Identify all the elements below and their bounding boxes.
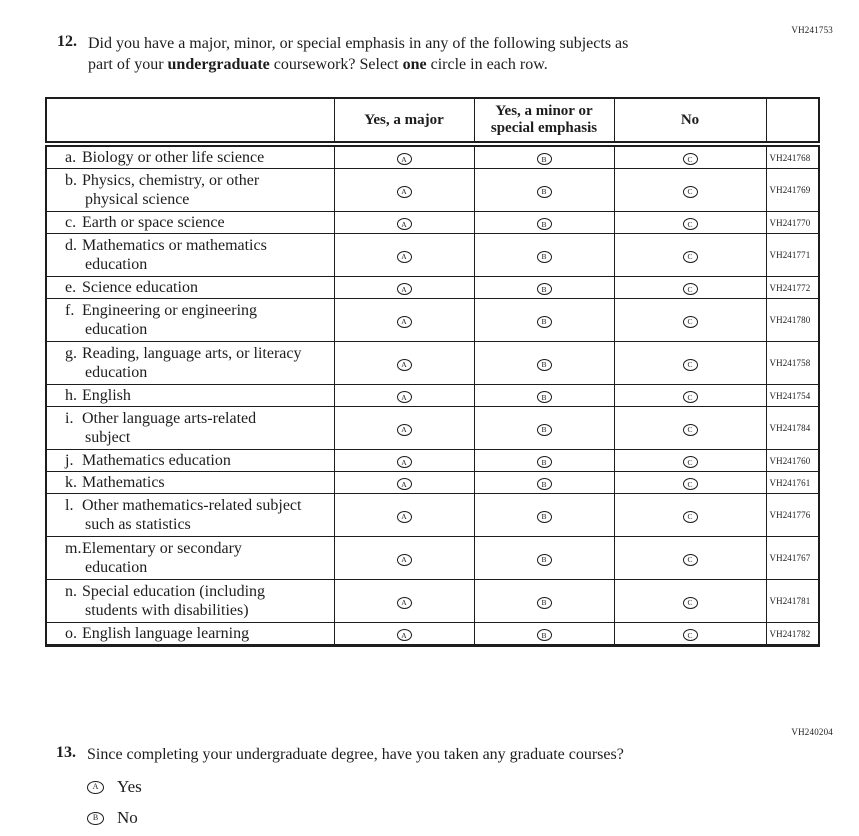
question-13-number: 13. — [56, 744, 76, 761]
choice-b-bubble[interactable]: B — [537, 511, 552, 523]
table-row-h — [46, 385, 819, 407]
option-cell-major — [334, 494, 474, 537]
row-label — [46, 537, 334, 580]
choice-b-bubble[interactable]: B — [537, 597, 552, 609]
choice-b-bubble[interactable]: B — [537, 359, 552, 371]
q12-text-part: coursework? Select — [269, 56, 403, 73]
table-row-d — [46, 234, 819, 277]
row-label — [46, 623, 334, 646]
choice-c-bubble[interactable]: C — [683, 478, 698, 490]
question-12 — [57, 33, 628, 75]
q12-text-bold-undergraduate: undergraduate — [167, 56, 270, 73]
q13-yes-label: Yes — [117, 777, 142, 796]
row-code: VH241768 — [766, 144, 819, 169]
question-13-text: Since completing your undergraduate degree, have you taken any graduate courses? — [87, 746, 624, 763]
choice-c-bubble[interactable]: C — [683, 391, 698, 403]
option-cell-no — [614, 212, 766, 234]
choice-a-bubble[interactable]: A — [397, 391, 412, 403]
q12-text-part: part of your — [88, 56, 168, 73]
choice-b-bubble[interactable]: B — [537, 478, 552, 490]
row-code: VH241780 — [766, 299, 819, 342]
row-letter: f. — [65, 302, 75, 319]
table-row-o — [46, 623, 819, 646]
choice-b-bubble[interactable]: B — [537, 218, 552, 230]
choice-c-bubble[interactable]: C — [683, 597, 698, 609]
row-subject: English — [82, 387, 131, 404]
table-row-j — [46, 450, 819, 472]
header-row — [46, 98, 819, 144]
choice-c-bubble[interactable]: C — [683, 424, 698, 436]
q13-no-bubble[interactable]: B — [87, 812, 104, 825]
table-row-m — [46, 537, 819, 580]
choice-b-bubble[interactable]: B — [537, 456, 552, 468]
option-cell-major — [334, 299, 474, 342]
row-code: VH241769 — [766, 169, 819, 212]
option-cell-minor — [474, 144, 614, 169]
choice-c-bubble[interactable]: C — [683, 359, 698, 371]
row-label — [46, 385, 334, 407]
option-cell-no — [614, 450, 766, 472]
row-code: VH241760 — [766, 450, 819, 472]
choice-a-bubble[interactable]: A — [397, 456, 412, 468]
option-cell-minor — [474, 277, 614, 299]
option-cell-major — [334, 212, 474, 234]
option-cell-minor — [474, 472, 614, 494]
option-cell-minor — [474, 299, 614, 342]
choice-c-bubble[interactable]: C — [683, 554, 698, 566]
choice-a-bubble[interactable]: A — [397, 153, 412, 165]
table-row-c — [46, 212, 819, 234]
choice-c-bubble[interactable]: C — [683, 218, 698, 230]
q12-text-bold-one: one — [402, 56, 427, 73]
row-label — [46, 212, 334, 234]
choice-b-bubble[interactable]: B — [537, 251, 552, 263]
row-code: VH241754 — [766, 385, 819, 407]
row-subject: Reading, language arts, or literacy education — [82, 345, 302, 381]
question-12-text — [88, 33, 628, 75]
table-row-b — [46, 169, 819, 212]
choice-a-bubble[interactable]: A — [397, 629, 412, 641]
option-cell-major — [334, 277, 474, 299]
row-label — [46, 450, 334, 472]
q13-option-no[interactable] — [87, 807, 142, 829]
q12-text-line1: Did you have a major, minor, or special emphasis in any of the following subjects as — [88, 35, 629, 52]
row-code: VH241771 — [766, 234, 819, 277]
row-letter: j. — [65, 452, 74, 469]
option-cell-minor — [474, 450, 614, 472]
row-code: VH241770 — [766, 212, 819, 234]
row-code: VH241772 — [766, 277, 819, 299]
option-cell-no — [614, 234, 766, 277]
option-cell-minor — [474, 342, 614, 385]
option-cell-no — [614, 277, 766, 299]
choice-a-bubble[interactable]: A — [397, 597, 412, 609]
option-cell-major — [334, 342, 474, 385]
option-cell-major — [334, 169, 474, 212]
option-cell-minor — [474, 494, 614, 537]
choice-a-bubble[interactable]: A — [397, 554, 412, 566]
row-letter: i. — [65, 410, 74, 427]
q13-option-yes[interactable] — [87, 776, 142, 798]
table-row-i — [46, 407, 819, 450]
row-letter: h. — [65, 387, 77, 404]
table-row-l — [46, 494, 819, 537]
option-cell-minor — [474, 623, 614, 646]
choice-b-bubble[interactable]: B — [537, 283, 552, 295]
choice-a-bubble[interactable]: A — [397, 218, 412, 230]
choice-a-bubble[interactable]: A — [397, 186, 412, 198]
choice-b-bubble[interactable]: B — [537, 629, 552, 641]
q13-no-label: No — [117, 808, 138, 827]
row-code: VH241767 — [766, 537, 819, 580]
option-cell-minor — [474, 385, 614, 407]
option-cell-major — [334, 407, 474, 450]
row-letter: b. — [65, 172, 77, 189]
option-cell-minor — [474, 580, 614, 623]
row-subject: Physics, chemistry, or other physical science — [82, 172, 260, 208]
option-cell-major — [334, 580, 474, 623]
table-row-f — [46, 299, 819, 342]
option-cell-no — [614, 169, 766, 212]
option-cell-no — [614, 537, 766, 580]
row-subject: Mathematics or mathematics education — [82, 237, 267, 273]
q13-options — [87, 776, 142, 836]
choice-a-bubble[interactable]: A — [397, 251, 412, 263]
option-cell-no — [614, 494, 766, 537]
row-subject: Other language arts-related subject — [82, 410, 257, 446]
option-cell-minor — [474, 537, 614, 580]
row-label — [46, 169, 334, 212]
row-subject: Elementary or secondary education — [82, 540, 242, 576]
row-subject: Earth or space science — [82, 214, 225, 231]
row-subject: Mathematics — [82, 474, 165, 491]
row-code: VH241776 — [766, 494, 819, 537]
column-header-code — [766, 98, 819, 144]
row-label — [46, 407, 334, 450]
option-cell-no — [614, 299, 766, 342]
choice-b-bubble[interactable]: B — [537, 153, 552, 165]
row-subject: Engineering or engineering education — [82, 302, 258, 338]
row-letter: n. — [65, 583, 77, 600]
row-letter: o. — [65, 625, 77, 642]
option-cell-minor — [474, 234, 614, 277]
option-cell-no — [614, 580, 766, 623]
option-cell-major — [334, 623, 474, 646]
choice-c-bubble[interactable]: C — [683, 251, 698, 263]
choice-a-bubble[interactable]: A — [397, 424, 412, 436]
choice-c-bubble[interactable]: C — [683, 316, 698, 328]
row-label — [46, 580, 334, 623]
option-cell-no — [614, 407, 766, 450]
option-cell-minor — [474, 407, 614, 450]
column-header-minor: Yes, a minor or special emphasis — [474, 98, 614, 144]
table-row-k — [46, 472, 819, 494]
row-label — [46, 494, 334, 537]
question-13 — [56, 744, 624, 765]
row-label — [46, 234, 334, 277]
row-label — [46, 342, 334, 385]
row-label — [46, 144, 334, 169]
option-cell-major — [334, 472, 474, 494]
row-subject: Biology or other life science — [82, 149, 265, 166]
option-cell-minor — [474, 212, 614, 234]
row-letter: l. — [65, 497, 74, 514]
choice-b-bubble[interactable]: B — [537, 554, 552, 566]
row-code: VH241781 — [766, 580, 819, 623]
option-cell-minor — [474, 169, 614, 212]
option-cell-no — [614, 385, 766, 407]
q13-yes-bubble[interactable]: A — [87, 781, 104, 794]
column-header-subject — [46, 98, 334, 144]
table-row-e — [46, 277, 819, 299]
row-label — [46, 299, 334, 342]
row-code: VH241784 — [766, 407, 819, 450]
table-row-n — [46, 580, 819, 623]
choice-b-bubble[interactable]: B — [537, 424, 552, 436]
row-letter: e. — [65, 279, 77, 296]
column-header-major: Yes, a major — [334, 98, 474, 144]
choice-c-bubble[interactable]: C — [683, 629, 698, 641]
q12-form-code: VH241753 — [791, 25, 833, 35]
row-code: VH241782 — [766, 623, 819, 646]
choice-c-bubble[interactable]: C — [683, 511, 698, 523]
row-code: VH241758 — [766, 342, 819, 385]
row-subject: Science education — [82, 279, 198, 296]
table-row-g — [46, 342, 819, 385]
q12-text-part: circle in each row. — [426, 56, 548, 73]
row-subject: Other mathematics-related subject such as statistics — [82, 497, 302, 533]
row-label — [46, 472, 334, 494]
q13-form-code: VH240204 — [791, 727, 833, 737]
choice-c-bubble[interactable]: C — [683, 283, 698, 295]
question-12-number: 12. — [57, 33, 77, 50]
row-letter: m. — [65, 540, 82, 557]
option-cell-major — [334, 144, 474, 169]
choice-a-bubble[interactable]: A — [397, 283, 412, 295]
choice-a-bubble[interactable]: A — [397, 316, 412, 328]
option-cell-major — [334, 450, 474, 472]
choice-a-bubble[interactable]: A — [397, 511, 412, 523]
row-code: VH241761 — [766, 472, 819, 494]
choice-b-bubble[interactable]: B — [537, 391, 552, 403]
choice-a-bubble[interactable]: A — [397, 478, 412, 490]
choice-b-bubble[interactable]: B — [537, 186, 552, 198]
row-subject: English language learning — [82, 625, 250, 642]
row-letter: c. — [65, 214, 77, 231]
choice-c-bubble[interactable]: C — [683, 186, 698, 198]
choice-c-bubble[interactable]: C — [683, 456, 698, 468]
row-letter: k. — [65, 474, 77, 491]
q12-response-table — [45, 97, 820, 647]
option-cell-no — [614, 623, 766, 646]
choice-a-bubble[interactable]: A — [397, 359, 412, 371]
option-cell-no — [614, 144, 766, 169]
choice-b-bubble[interactable]: B — [537, 316, 552, 328]
option-cell-no — [614, 472, 766, 494]
row-letter: a. — [65, 149, 77, 166]
option-cell-major — [334, 385, 474, 407]
option-cell-no — [614, 342, 766, 385]
row-label — [46, 277, 334, 299]
option-cell-major — [334, 537, 474, 580]
row-letter: d. — [65, 237, 77, 254]
row-letter: g. — [65, 345, 77, 362]
table-row-a — [46, 144, 819, 169]
choice-c-bubble[interactable]: C — [683, 153, 698, 165]
column-header-no: No — [614, 98, 766, 144]
option-cell-major — [334, 234, 474, 277]
row-subject: Special education (including students with disabilities) — [82, 583, 266, 619]
row-subject: Mathematics education — [82, 452, 231, 469]
